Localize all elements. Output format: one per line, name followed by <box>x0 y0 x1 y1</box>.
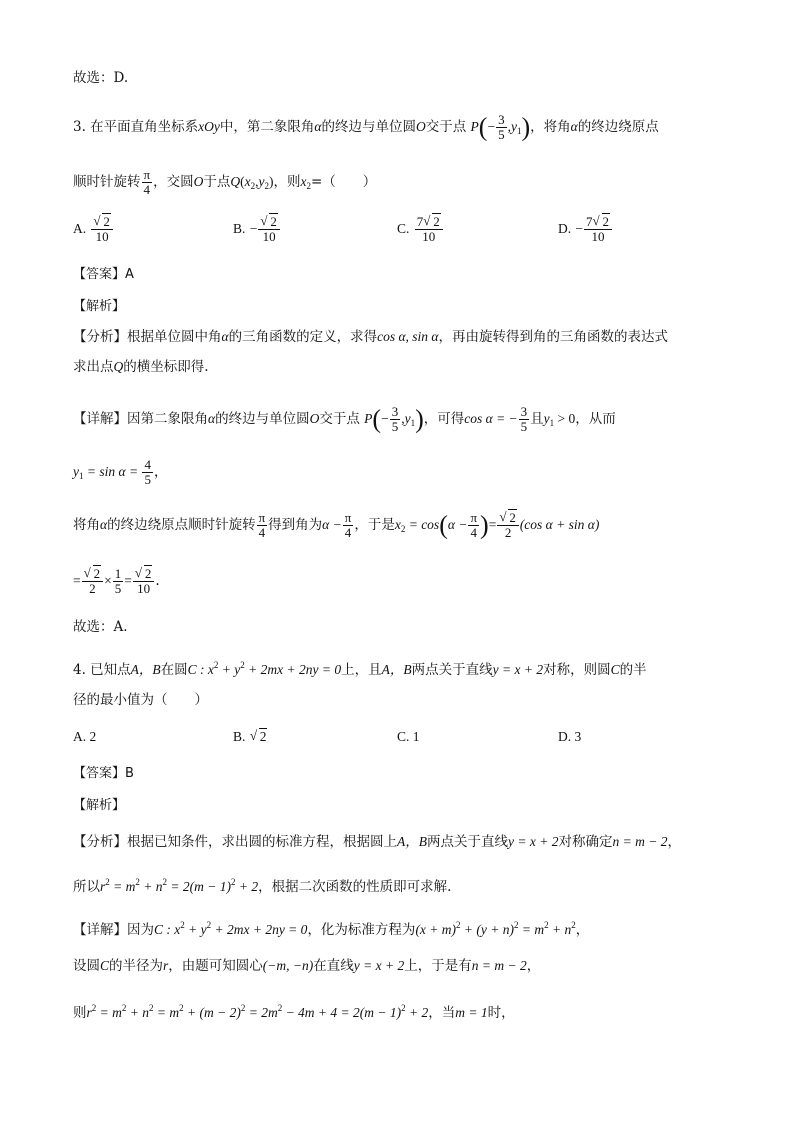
choice-line-2: 故选：A. <box>73 619 128 635</box>
math: y <box>510 119 517 134</box>
radicand: 2 <box>93 566 101 581</box>
detail-4-line-3 <box>73 998 515 1023</box>
math: = <box>488 517 497 532</box>
analysis-label: 【解析】 <box>73 299 126 314</box>
math: + n <box>139 879 163 894</box>
text: ，化为标准方程为 <box>307 922 416 938</box>
paren: ) <box>521 112 531 142</box>
text: 中，第二象限角 <box>219 119 315 135</box>
math: + (m − 2) <box>183 1005 241 1020</box>
text: 时， <box>487 1005 515 1021</box>
minus: − <box>575 221 584 236</box>
fraction <box>142 168 153 197</box>
numerator: π <box>344 510 352 525</box>
subscript: 2 <box>306 181 311 191</box>
text: 在直线 <box>313 958 354 974</box>
radicand: 2 <box>509 510 516 525</box>
analysis-3-line-2 <box>73 357 209 377</box>
numerator: π <box>470 510 478 525</box>
numerator <box>82 567 104 581</box>
fraction <box>133 567 155 596</box>
text: ，则 <box>273 174 301 190</box>
math: r <box>163 958 169 973</box>
math: xOy <box>198 119 220 134</box>
text: ， <box>667 834 681 850</box>
text: 【分析】根据已知条件，求出圆的标准方程，根据圆上 <box>73 834 397 850</box>
option-label: A. 2 <box>73 729 97 744</box>
math: (−m, −n) <box>262 958 314 973</box>
detail-3-line-3 <box>73 511 599 540</box>
numerator <box>497 511 519 525</box>
math: cos α = − <box>464 411 518 426</box>
math: P <box>470 119 479 134</box>
superscript: 2 <box>149 1003 154 1013</box>
math: + 2 <box>235 879 259 894</box>
numerator: π <box>258 510 266 525</box>
radicand: 2 <box>103 214 110 229</box>
answer-label: 【答案】A <box>73 267 134 282</box>
math: α − <box>322 517 342 532</box>
text: 交于点 <box>425 119 467 135</box>
math: × <box>104 573 112 588</box>
math: n = m − 2 <box>612 834 668 849</box>
option-a <box>73 215 114 244</box>
math: y = x + 2 <box>492 662 544 677</box>
math: = <box>73 573 81 588</box>
fraction <box>257 511 268 540</box>
math: = sin α = <box>83 464 142 479</box>
fraction <box>468 511 479 540</box>
superscript: 2 <box>571 920 576 930</box>
text: ，当 <box>428 1005 456 1021</box>
math: Q <box>230 174 241 189</box>
text: 所以 <box>73 879 100 895</box>
math: = <box>124 573 132 588</box>
numerator: 4 <box>144 457 151 472</box>
math: + 2 <box>405 1005 429 1020</box>
option-label: D. 3 <box>558 729 582 744</box>
text: ，根据二次函数的性质即可求解. <box>258 879 452 895</box>
superscript: 2 <box>401 1003 406 1013</box>
superscript: 2 <box>180 920 185 930</box>
fraction <box>584 215 612 244</box>
superscript: 2 <box>121 1003 127 1013</box>
option-label: A. <box>73 221 87 236</box>
math: + n <box>126 1005 149 1020</box>
superscript: 2 <box>162 877 167 887</box>
text: 顺时针旋转 <box>73 174 141 190</box>
denominator: 5 <box>391 419 399 434</box>
question-4-line-2: 径的最小值为（ ） <box>73 692 208 708</box>
option-label: C. <box>397 221 410 236</box>
denominator: 10 <box>584 229 612 244</box>
fraction <box>343 511 354 540</box>
math: + n <box>548 922 572 937</box>
numerator: 3 <box>391 404 399 419</box>
math: x <box>300 174 307 189</box>
superscript: 2 <box>514 920 519 930</box>
math: = 2 <box>167 879 190 894</box>
math: y <box>543 411 550 426</box>
math: x <box>394 517 401 532</box>
math: + 2mx + 2ny = 0 <box>244 662 342 677</box>
math: = m <box>153 1005 180 1020</box>
math: A，B <box>130 662 161 677</box>
option-c <box>397 729 420 745</box>
numerator <box>91 215 113 229</box>
math: r <box>86 1005 92 1020</box>
coefficient: 7 <box>586 214 593 229</box>
math: O <box>193 174 204 189</box>
superscript: 2 <box>230 877 236 887</box>
text: 在圆 <box>160 662 188 678</box>
text: 的三角函数的定义，求得 <box>228 329 378 345</box>
numerator: 1 <box>114 566 122 581</box>
math: (x + m) <box>415 922 457 937</box>
math: ) <box>268 174 274 189</box>
question-3-line-1 <box>73 113 659 142</box>
option-label: B. <box>233 729 246 744</box>
math: − 4m + 4 = 2(m − 1) <box>282 1005 402 1020</box>
numerator: 3 <box>498 112 505 127</box>
denominator: 4 <box>142 182 153 197</box>
math: n = m − 2 <box>471 958 527 973</box>
superscript: 2 <box>544 920 549 930</box>
text: 4. 已知点 <box>73 662 131 678</box>
denominator: 5 <box>114 581 122 596</box>
fraction <box>91 215 113 244</box>
text: 3. 在平面直角坐标系 <box>73 119 199 135</box>
text: ，交圆 <box>153 174 194 190</box>
math: α − <box>447 517 468 532</box>
denominator: 10 <box>133 581 155 596</box>
radicand: 2 <box>144 566 152 581</box>
math: = 2m <box>245 1005 278 1020</box>
text: 的半 <box>619 662 647 678</box>
math: A，B <box>397 834 427 849</box>
text: 【分析】根据单位圆中角 <box>73 329 222 345</box>
fraction <box>519 405 530 434</box>
sqrt <box>93 215 111 229</box>
subscript: 1 <box>516 126 522 136</box>
text: 的终边绕原点 <box>577 119 659 135</box>
math: , <box>255 174 259 189</box>
superscript: 2 <box>277 1003 283 1013</box>
sqrt <box>260 215 278 229</box>
math: − <box>487 119 496 134</box>
text: > 0，从而 <box>554 411 616 426</box>
math: Q <box>113 359 124 374</box>
text: ， <box>153 464 168 480</box>
superscript: 2 <box>213 660 219 670</box>
radicand: 2 <box>259 729 267 744</box>
text: 设圆 <box>73 958 100 974</box>
superscript: 2 <box>206 920 212 930</box>
fraction <box>82 567 104 596</box>
text: 【详解】因为 <box>73 922 154 938</box>
subscript: 2 <box>250 181 256 191</box>
math: r <box>100 879 106 894</box>
text: 得到角为 <box>268 517 323 533</box>
question-4-line-1 <box>73 655 647 680</box>
fraction <box>142 458 153 487</box>
math: + y <box>218 662 241 677</box>
math: , <box>507 119 511 134</box>
text: ，由题可知圆心 <box>168 958 263 974</box>
text: 对称，则圆 <box>543 662 611 678</box>
numerator: 3 <box>520 404 528 419</box>
math: α <box>221 329 229 344</box>
fraction <box>496 113 507 142</box>
text: 上，且 <box>341 662 382 678</box>
numerator <box>584 215 612 229</box>
radicand: 2 <box>602 214 610 229</box>
math: y = x + 2 <box>508 834 559 849</box>
denominator: 10 <box>258 229 280 244</box>
text: 的横坐标即得. <box>123 359 209 375</box>
math: C <box>100 958 110 973</box>
paren: ( <box>372 404 382 434</box>
numerator <box>258 215 280 229</box>
math: − <box>381 411 389 426</box>
option-d <box>558 215 613 244</box>
denominator: 5 <box>498 127 505 142</box>
math: + <box>460 922 477 937</box>
radicand: 2 <box>433 214 440 229</box>
math: m = 1 <box>455 1005 488 1020</box>
numerator <box>133 567 155 581</box>
denominator: 10 <box>415 229 443 244</box>
denominator: 2 <box>82 581 104 596</box>
denominator: 4 <box>257 525 268 540</box>
text: 两点关于直线 <box>411 662 493 678</box>
text: 的终边与单位圆 <box>215 411 310 427</box>
analysis-3-line-1 <box>73 327 668 347</box>
detail-4-line-2 <box>73 956 540 976</box>
math: α <box>314 119 322 134</box>
math: y <box>73 464 79 479</box>
math: (cos α + sin α) <box>519 517 600 532</box>
paren: ( <box>478 112 488 142</box>
subscript: 1 <box>410 418 416 428</box>
superscript: 2 <box>240 660 245 670</box>
text: ，于是 <box>354 517 395 533</box>
option-c <box>397 215 444 244</box>
superscript: 2 <box>456 920 461 930</box>
fraction <box>258 215 280 244</box>
math: (m − 1) <box>189 879 231 894</box>
math: y <box>258 174 265 189</box>
math: C : x <box>154 922 181 937</box>
math: α <box>570 119 578 134</box>
math: y <box>404 411 411 426</box>
math: cos α, sin α <box>377 329 439 344</box>
text: 将角 <box>73 517 100 533</box>
subscript: 2 <box>264 181 269 191</box>
math: A，B <box>381 662 412 677</box>
math: y = x + 2 <box>353 958 405 973</box>
text: 则 <box>73 1005 87 1021</box>
text: =（ ） <box>310 174 377 190</box>
math: P <box>364 411 373 426</box>
fraction <box>113 567 124 596</box>
math: O <box>309 411 320 426</box>
math: , <box>401 411 405 426</box>
text: 于点 <box>203 174 231 190</box>
math: = m <box>109 879 136 894</box>
text: 对称确定 <box>558 834 613 850</box>
paren: ) <box>480 510 489 540</box>
option-b <box>233 215 281 244</box>
fraction <box>415 215 443 244</box>
numerator: π <box>143 167 151 182</box>
analysis-4-line-1 <box>73 832 681 852</box>
detail-4-line-1 <box>73 915 589 940</box>
math: + y <box>184 922 207 937</box>
fraction <box>497 511 519 540</box>
superscript: 2 <box>91 1003 97 1013</box>
radicand: 2 <box>270 214 277 229</box>
superscript: 2 <box>240 1003 246 1013</box>
text: ，再由旋转得到角的三角函数的表达式 <box>438 329 669 345</box>
denominator: 2 <box>497 525 519 540</box>
math: C <box>610 662 620 677</box>
coefficient: 7 <box>416 214 424 229</box>
numerator <box>415 215 443 229</box>
detail-3-line-2 <box>73 458 167 487</box>
sqrt <box>250 729 268 745</box>
math: O <box>416 119 426 134</box>
answer-label: 【答案】B <box>73 766 134 781</box>
math: x <box>244 174 251 189</box>
text: ， <box>526 958 541 974</box>
option-label: D. <box>558 221 572 236</box>
sqrt <box>593 215 611 229</box>
sqrt <box>84 567 102 581</box>
subscript: 1 <box>549 418 555 428</box>
denominator: 5 <box>144 472 151 487</box>
text: ， <box>575 922 590 938</box>
math: ( <box>240 174 245 189</box>
denominator: 5 <box>520 419 528 434</box>
math: (y + n) <box>476 922 514 937</box>
detail-3-line-1 <box>73 405 616 434</box>
option-label: C. 1 <box>397 729 420 744</box>
math: = m <box>518 922 545 937</box>
text: 两点关于直线 <box>427 834 508 850</box>
option-a <box>73 729 96 745</box>
superscript: 2 <box>105 877 110 887</box>
question-3-line-2 <box>73 168 376 197</box>
paren: ) <box>415 404 424 434</box>
fraction <box>390 405 401 434</box>
text: 求出点 <box>73 359 114 375</box>
choice-line: 故选：D. <box>73 70 129 86</box>
sqrt <box>499 511 517 525</box>
text: 的终边绕原点顺时针旋转 <box>107 517 256 533</box>
text: 的终边与单位圆 <box>321 119 416 135</box>
text: . <box>155 573 160 589</box>
minus: − <box>249 221 258 236</box>
math: + 2mx + 2ny = 0 <box>211 922 308 937</box>
denominator: 10 <box>91 229 113 244</box>
detail-3-line-4 <box>73 567 160 596</box>
superscript: 2 <box>179 1003 184 1013</box>
math: = m <box>96 1005 122 1020</box>
sqrt <box>423 215 441 229</box>
analysis-4-line-2 <box>73 872 451 897</box>
text: ，可得 <box>423 411 465 427</box>
denominator: 4 <box>468 525 479 540</box>
option-label: B. <box>233 221 246 236</box>
math: α <box>208 411 216 426</box>
option-d <box>558 729 581 745</box>
text: 【详解】因第二象限角 <box>73 411 208 427</box>
paren: ( <box>439 510 448 540</box>
subscript: 2 <box>400 524 406 534</box>
text: 的半径为 <box>109 958 164 974</box>
denominator: 4 <box>343 525 354 540</box>
text: ，将角 <box>530 119 571 135</box>
math: C : x <box>187 662 214 677</box>
math: = cos <box>405 517 440 532</box>
text: 交于点 <box>319 411 360 427</box>
analysis-label: 【解析】 <box>73 798 126 813</box>
option-b <box>233 729 267 745</box>
superscript: 2 <box>135 877 140 887</box>
text: 上，于是有 <box>404 958 472 974</box>
subscript: 1 <box>79 471 84 481</box>
text: 且 <box>530 411 544 427</box>
sqrt <box>135 567 153 581</box>
math: α <box>100 517 108 532</box>
